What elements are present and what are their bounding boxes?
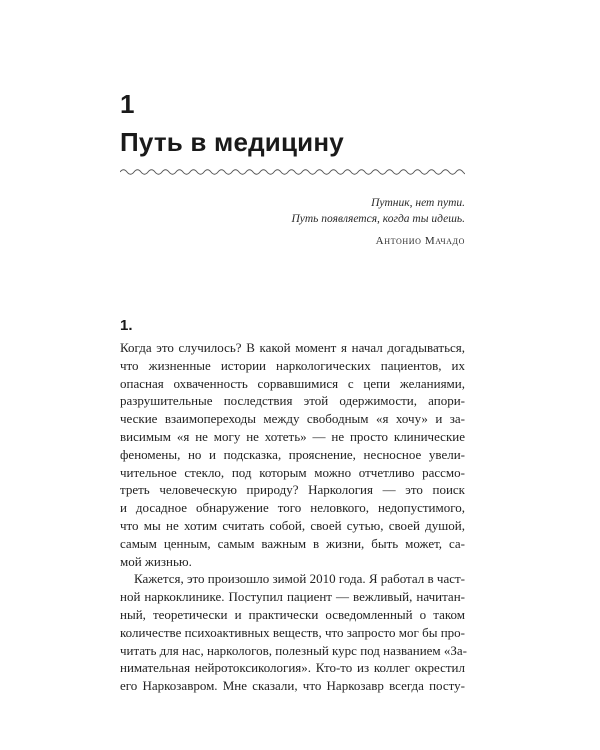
text-line: феномены, но и подсказка, прояснение, несносное увели- — [120, 446, 465, 462]
text-line: треть человеческую природу? Наркология — это поиск — [120, 482, 465, 498]
text-line: разрушительные последствия этой одержимости, апори- — [120, 393, 465, 409]
text-line: опасная охваченность сорвавшимися с цепи желаниями, — [120, 375, 465, 391]
epigraph-author: Антонио Мачадо — [375, 235, 465, 247]
body-text — [120, 339, 468, 695]
text-line: ный, теоретически и практически осведомленный о таком — [120, 606, 465, 622]
wavy-divider — [120, 166, 465, 178]
epigraph-line: Путь появляется, когда ты идешь. — [291, 213, 465, 225]
text-line: Когда это случилось? В какой момент я начал догадываться, — [120, 340, 465, 355]
chapter-number: 1 — [120, 89, 135, 119]
text-line: Кажется, это произошло зимой 2010 года. Я работал в част- — [134, 571, 465, 587]
section-number: 1. — [120, 317, 133, 334]
text-line: что мы не хотим считать собой, своей сутью, своей душой, — [120, 517, 465, 533]
text-line: количестве психоактивных веществ, что запросто мог бы про- — [120, 624, 465, 640]
epigraph-line: Путник, нет пути. — [371, 197, 465, 209]
text-line: ческие взаимопереходы между свободным «я хочу» и за- — [120, 411, 465, 427]
text-line: самым ценным, самым важным в жизни, быть может, са- — [120, 535, 465, 551]
text-line: что жизненные истории наркологических пациентов, их — [120, 357, 465, 373]
text-line: читать для нас, наркологов, полезный курс под названием «За- — [120, 642, 468, 658]
text-line: мой жизнью. — [120, 553, 192, 569]
text-line: чительное стекло, под которым можно отчетливо рассмо- — [120, 464, 465, 480]
chapter-title: Путь в медицину — [120, 127, 344, 157]
paragraph — [120, 570, 468, 695]
text-line: его Наркозавром. Мне сказали, что Наркозавр всегда посту- — [120, 678, 465, 694]
text-line: и досадное обнаружение того неловкого, недопустимого, — [120, 500, 465, 516]
epigraph — [291, 195, 465, 249]
text-line: ной наркоклинике. Поступил пациент — вежливый, начитан- — [120, 589, 465, 605]
paragraph — [120, 339, 465, 570]
text-line: нимательная нейротоксикология». Кто-то из коллег окрестил — [120, 660, 465, 676]
text-line: висимым «я не могу не хотеть» — не просто клинические — [120, 428, 465, 444]
